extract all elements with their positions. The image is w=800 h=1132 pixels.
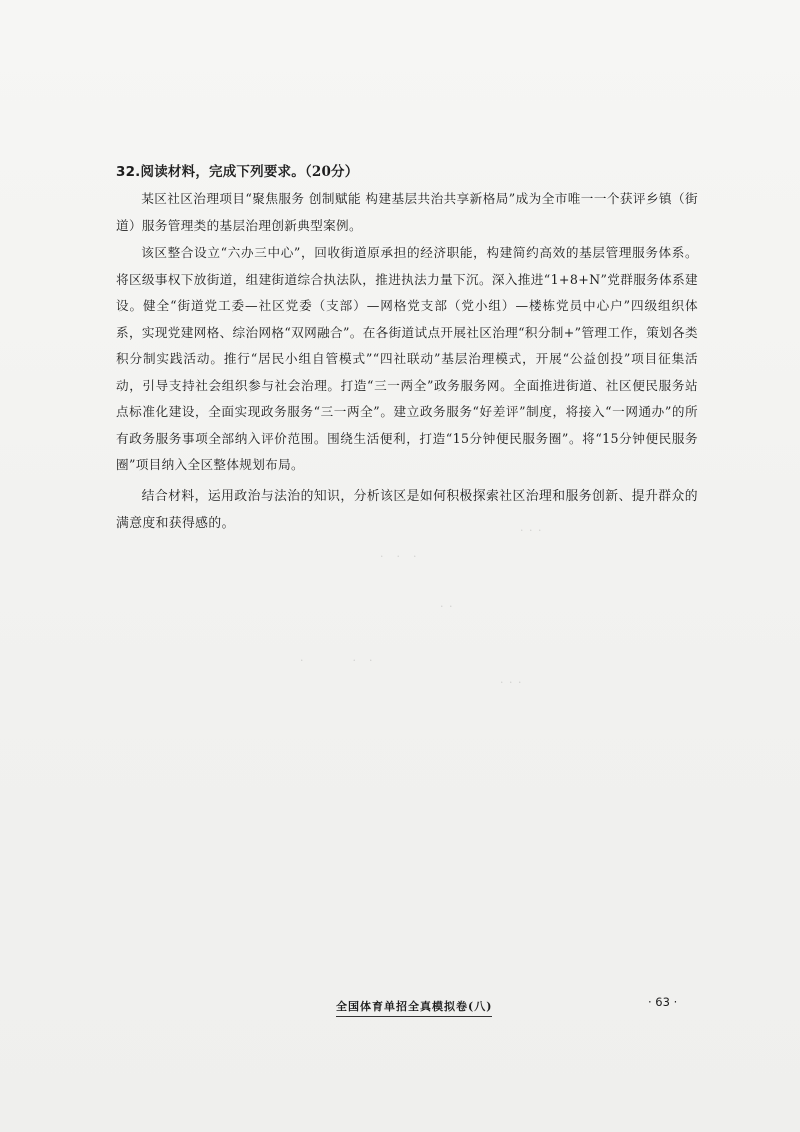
question-number: 32.	[116, 164, 141, 180]
bleed-through-mark: · · ·	[500, 676, 523, 689]
question-header	[116, 160, 698, 184]
question-32	[116, 160, 698, 549]
material-body-paragraph: 该区整合设立“六办三中心”，回收街道原承担的经济职能，构建简约高效的基层管理服务体系。将区级事权下放街道，组建街道综合执法队，推进执法力量下沉。深入推进“1+8+N”党群服务体系建设。健全“街道党工委—社区党委（支部）—网格党支部（党小组）—楼栋党员中心户”四级组织体系，实现党建网格、综治网格“双网融合”。在各街道试点开展社区治理“积分制+”管理工作，策划各类积分制实践活动。推行“居民小组自管模式”“四社联动”基层治理模式，开展“公益创投”项目征集活动，引导支持社会组织参与社会治理。打造“三一两全”政务服务网。全面推进街道、社区便民服务站点标准化建设，全面实现政务服务“三一两全”。建立政务服务“好差评”制度，将接入“一网通办”的所有政务服务事项全部纳入评价范围。围绕生活便利，打造“15分钟便民服务圈”。将“15分钟便民服务圈”项目纳入全区整体规划布局。	[116, 245, 698, 472]
question-instruction: 阅读材料，完成下列要求。（20分）	[140, 164, 359, 180]
booklet-title: 全国体育单招全真模拟卷(八)	[336, 998, 492, 1017]
question-task: 结合材料，运用政治与法治的知识，分析该区是如何积极探索社区治理和服务创新、提升群众的满意度和获得感的。	[116, 488, 698, 531]
material-intro-paragraph: 某区社区治理项目“聚焦服务 创制赋能 构建基层共治共享新格局”成为全市唯一一个获评乡镇（街道）服务管理类的基层治理创新典型案例。	[116, 191, 698, 233]
bleed-through-mark: · ·	[440, 600, 454, 613]
bleed-through-mark: · · ·	[300, 654, 374, 667]
bleed-through-mark: · · ·	[380, 550, 418, 563]
page-number: · 63 ·	[648, 995, 678, 1009]
bleed-through-mark: · · ·	[520, 524, 543, 537]
